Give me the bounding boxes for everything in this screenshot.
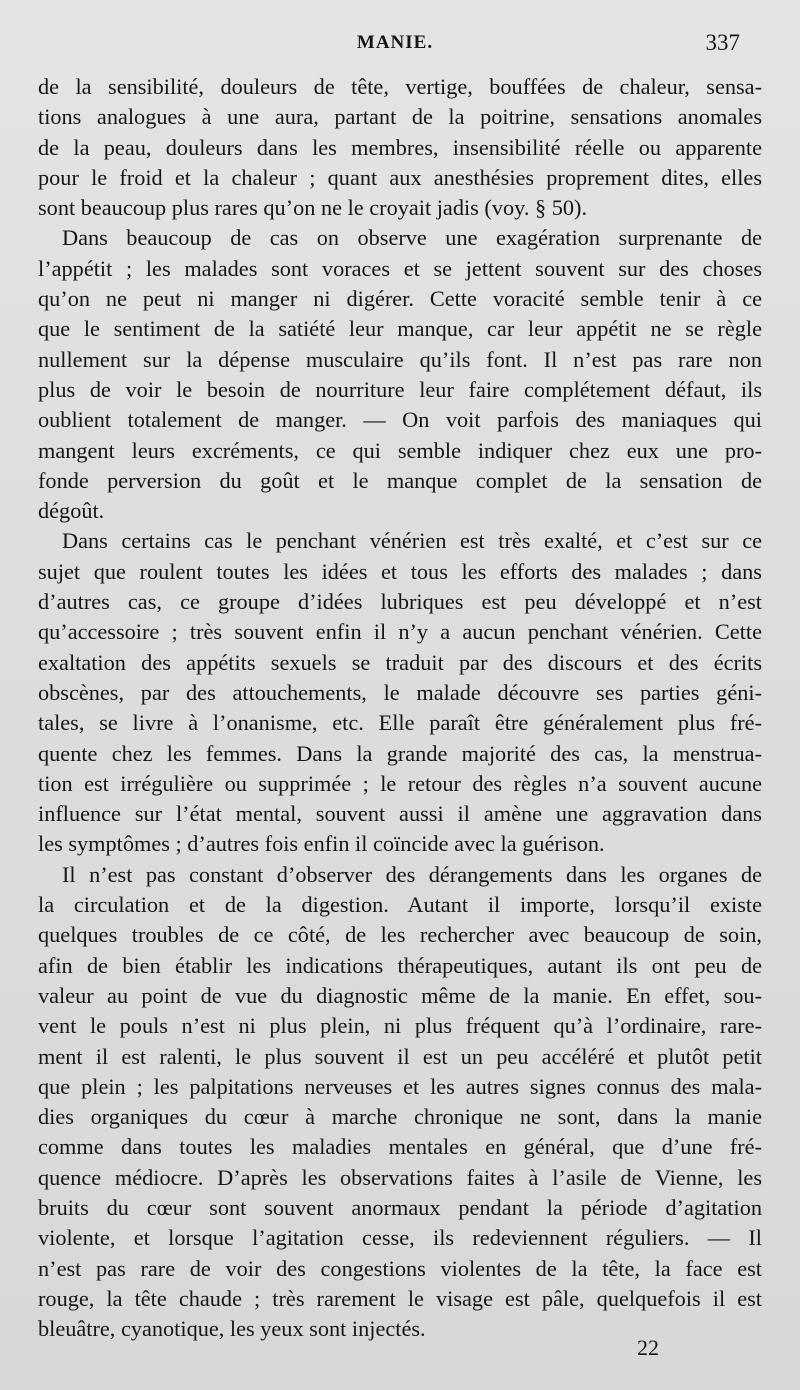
text-line: afin de bien établir les indications thérapeutiques, autant ils ont peu de [38, 952, 762, 978]
text-line: la circulation et de la digestion. Autant il importe, lorsqu’il existe [38, 892, 762, 918]
page-header [50, 30, 740, 60]
text-line: les symptômes ; d’autres fois enfin il coïncide avec la guérison. [38, 831, 605, 857]
paragraph [38, 860, 762, 1345]
signature-mark: 22 [637, 1335, 659, 1360]
text-line: qu’on ne peut ni manger ni digérer. Cette voracité semble tenir à ce [38, 286, 762, 312]
text-line: que plein ; les palpitations nerveuses et les autres signes connus des mala- [38, 1073, 762, 1099]
text-line: quente chez les femmes. Dans la grande majorité des cas, la menstrua- [38, 740, 762, 766]
text-line: mangent leurs excréments, ce qui semble indiquer chez eux une pro- [38, 437, 762, 463]
text-line: bleuâtre, cyanotique, les yeux sont injectés. [38, 1316, 426, 1342]
text-line: de la sensibilité, douleurs de tête, vertige, bouffées de chaleur, sensa- [38, 74, 762, 99]
text-line: tales, se livre à l’onanisme, etc. Elle paraît être généralement plus fré- [38, 710, 762, 736]
text-line: vent le pouls n’est ni plus plein, ni plus fréquent qu’à l’ordinaire, rare- [38, 1013, 762, 1039]
text-line: nullement sur la dépense musculaire qu’ils font. Il n’est pas rare non [38, 346, 762, 372]
text-line: n’est pas rare de voir des congestions violentes de la tête, la face est [38, 1255, 762, 1281]
text-line: sont beaucoup plus rares qu’on ne le croyait jadis (voy. § 50). [38, 195, 588, 221]
text-line: obscènes, par des attouchements, le malade découvre ses parties géni- [38, 679, 762, 705]
text-line: plus de voir le besoin de nourriture leur faire complétement défaut, ils [38, 376, 762, 402]
text-line: l’appétit ; les malades sont voraces et se jettent souvent sur des choses [38, 255, 762, 281]
text-line: valeur au point de vue du diagnostic même de la manie. En effet, sou- [38, 982, 762, 1008]
text-line: que le sentiment de la satiété leur manque, car leur appétit ne se règle [38, 316, 762, 342]
paragraph [38, 72, 762, 223]
text-line: qu’accessoire ; très souvent enfin il n’y a aucun penchant vénérien. Cette [38, 619, 762, 645]
text-line: Dans certains cas le penchant vénérien est très exalté, et c’est sur ce [62, 528, 762, 554]
page-number: 337 [705, 30, 740, 55]
text-line: tion est irrégulière ou supprimée ; le retour des règles n’a souvent aucune [38, 770, 762, 796]
text-line: bruits du cœur sont souvent anormaux pendant la période d’agitation [38, 1194, 762, 1220]
text-line: Il n’est pas constant d’observer des dérangements dans les organes de [62, 861, 762, 887]
text-line: dies organiques du cœur à marche chronique ne sont, dans la manie [38, 1104, 762, 1130]
text-line: quelques troubles de ce côté, de les rechercher avec beaucoup de soin, [38, 922, 762, 948]
text-line: oublient totalement de manger. — On voit parfois des maniaques qui [38, 407, 762, 433]
text-line: tions analogues à une aura, partant de la poitrine, sensations anomales [38, 104, 762, 130]
text-line: exaltation des appétits sexuels se traduit par des discours et des écrits [38, 649, 762, 675]
text-line: Dans beaucoup de cas on observe une exagération surprenante de [62, 225, 762, 251]
text-line: influence sur l’état mental, souvent aussi il amène une aggravation dans [38, 801, 762, 827]
text-line: violente, et lorsque l’agitation cesse, ils redeviennent réguliers. — Il [38, 1225, 762, 1251]
text-line: fonde perversion du goût et le manque complet de la sensation de [38, 467, 762, 493]
text-line: pour le froid et la chaleur ; quant aux anesthésies proprement dites, elles [38, 164, 762, 190]
text-line: de la peau, douleurs dans les membres, insensibilité réelle ou apparente [38, 134, 762, 160]
text-line: ment il est ralenti, le plus souvent il est un peu accéléré et plutôt petit [38, 1043, 762, 1069]
body-text [38, 72, 762, 1344]
paragraph [38, 526, 762, 859]
text-line: quence médiocre. D’après les observations faites à l’asile de Vienne, les [38, 1164, 762, 1190]
text-line: rouge, la tête chaude ; très rarement le visage est pâle, quelquefois il est [38, 1285, 762, 1311]
running-title: MANIE. [356, 32, 434, 53]
text-line: d’autres cas, ce groupe d’idées lubriques est peu développé et n’est [38, 589, 762, 615]
text-line: comme dans toutes les maladies mentales en général, que d’une fré- [38, 1134, 762, 1160]
text-line: dégoût. [38, 498, 105, 524]
text-line: sujet que roulent toutes les idées et tous les efforts des malades ; dans [38, 558, 762, 584]
paragraph [38, 223, 762, 526]
